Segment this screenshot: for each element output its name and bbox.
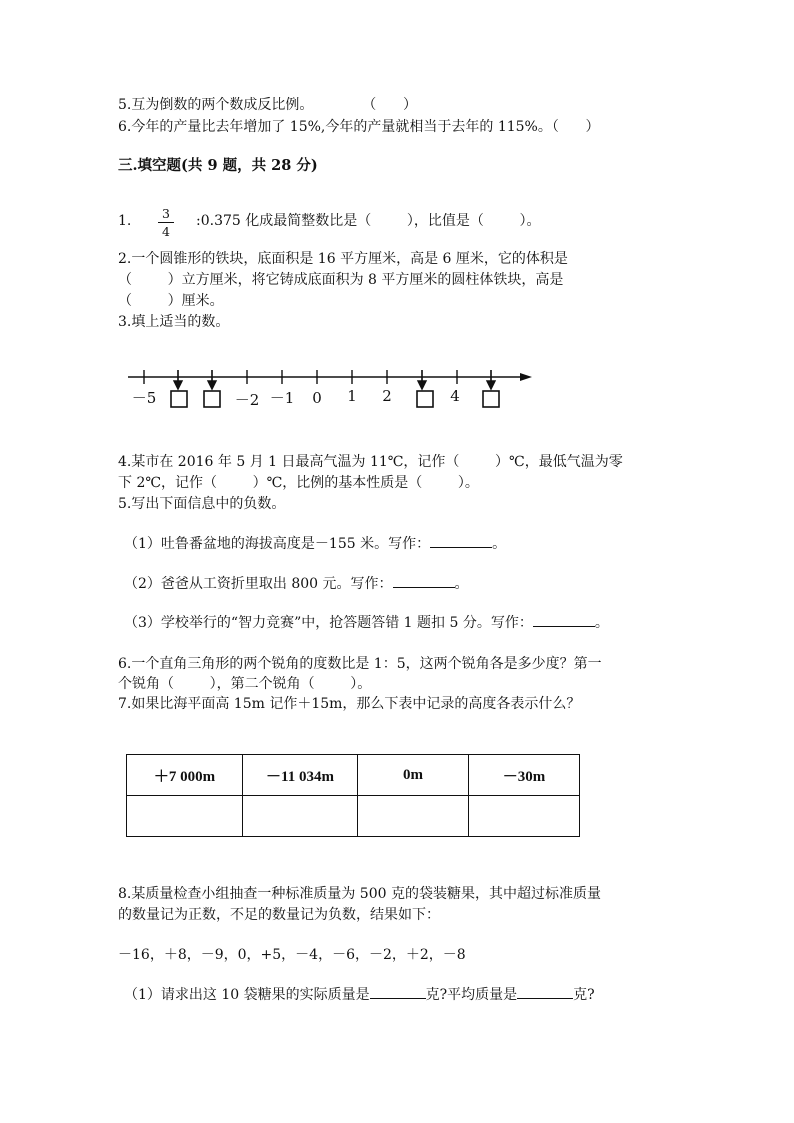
answer-blank	[393, 587, 455, 588]
answer-box	[171, 391, 187, 407]
q5-sub1	[124, 535, 506, 553]
q8-line2: 的数量记为正数，不足的数量记为负数，结果如下：	[118, 907, 440, 923]
number-line-arrow	[520, 373, 532, 381]
tick-label: －5	[131, 389, 157, 407]
answer-box	[204, 391, 220, 407]
q8-line1: 8.某质量检查小组抽查一种标准质量为 500 克的袋装糖果，其中超过标准质量	[118, 886, 601, 902]
q8-sub1-text-a: （1）请求出这 10 袋糖果的实际质量是	[124, 987, 370, 1003]
q5-sub2	[124, 575, 469, 593]
answer-box	[483, 391, 499, 407]
fraction-denominator: 4	[162, 224, 170, 239]
q4-line2: 下 2℃，记作（ ）℃，比例的基本性质是（ ）。	[118, 475, 479, 491]
down-arrow-icon	[487, 381, 495, 389]
q1-number: 1.	[118, 213, 132, 229]
tick-label: 2	[382, 387, 392, 405]
answer-cell[interactable]	[127, 796, 243, 837]
table-header-cell: ＋7 000m	[127, 755, 243, 796]
q3-text: 3.填上适当的数。	[118, 314, 230, 330]
section-heading: 三.填空题(共 9 题，共 28 分)	[118, 157, 318, 174]
q5-sub3-text: （3）学校举行的“智力竞赛”中，抢答题答错 1 题扣 5 分。写作：	[124, 615, 533, 631]
q8-sub1-text-c: 克?	[573, 987, 595, 1003]
tick-label: 4	[450, 387, 460, 405]
q7-text: 7.如果比海平面高 15m 记作＋15m，那么下表中记录的高度各表示什么？	[118, 696, 581, 712]
answer-box	[417, 391, 433, 407]
q8-data: －16，＋8，－9，0，+5，－4，－6，－2，＋2，－8	[118, 947, 466, 963]
answer-cell[interactable]	[358, 796, 469, 837]
q1-text: :0.375 化成最简整数比是（ ），比值是（ ）。	[196, 213, 541, 229]
answer-cell[interactable]	[243, 796, 358, 837]
table-header-row	[127, 755, 580, 796]
table-header-cell: －11 034m	[243, 755, 358, 796]
down-arrow-icon	[418, 381, 426, 389]
q2-line1: 2.一个圆锥形的铁块，底面积是 16 平方厘米，高是 6 厘米，它的体积是	[118, 251, 568, 267]
down-arrow-icon	[208, 381, 216, 389]
period: 。	[594, 615, 609, 631]
judge-q6: 6.今年的产量比去年增加了 15%,今年的产量就相当于去年的 115%。（ ）	[118, 119, 600, 135]
q6-line2: 个锐角（ ），第二个锐角（ ）。	[118, 676, 372, 692]
table-answer-row	[127, 796, 580, 837]
tick-label: －1	[269, 389, 295, 407]
tick-label: 1	[347, 387, 357, 405]
q4-line1: 4.某市在 2016 年 5 月 1 日最高气温为 11℃，记作（ ）℃，最低气温为零	[118, 454, 623, 470]
answer-blank	[430, 547, 492, 548]
q8-sub1	[124, 986, 595, 1004]
q2-line2: （ ）立方厘米，将它铸成底面积为 8 平方厘米的圆柱体铁块，高是	[118, 272, 564, 288]
period: 。	[492, 536, 507, 552]
q8-sub1-text-b: 克?平均质量是	[425, 987, 518, 1003]
table-header-cell: 0m	[358, 755, 469, 796]
down-arrow-icons	[174, 370, 495, 389]
down-arrow-icon	[174, 381, 182, 389]
q5-sub2-text: （2）爸爸从工资折里取出 800 元。写作：	[124, 576, 393, 592]
table-header-cell: －30m	[469, 755, 580, 796]
q2-line3: （ ）厘米。	[118, 293, 224, 309]
answer-blank	[370, 998, 426, 999]
height-table	[126, 754, 580, 837]
q5-sub3	[124, 614, 609, 632]
answer-blank	[517, 998, 573, 999]
q5-text: 5.写出下面信息中的负数。	[118, 496, 286, 512]
fraction-numerator: 3	[158, 206, 174, 223]
judge-q5: 5.互为倒数的两个数成反比例。 （ ）	[118, 97, 418, 113]
number-line	[0, 0, 794, 420]
answer-blank	[533, 626, 595, 627]
tick-label: －2	[234, 391, 260, 409]
q6-line1: 6.一个直角三角形的两个锐角的度数比是 1：5，这两个锐角各是多少度？第一	[118, 656, 602, 672]
period: 。	[454, 576, 469, 592]
tick-label: 0	[312, 389, 322, 407]
answer-cell[interactable]	[469, 796, 580, 837]
q5-sub1-text: （1）吐鲁番盆地的海拔高度是－155 米。写作：	[124, 536, 431, 552]
